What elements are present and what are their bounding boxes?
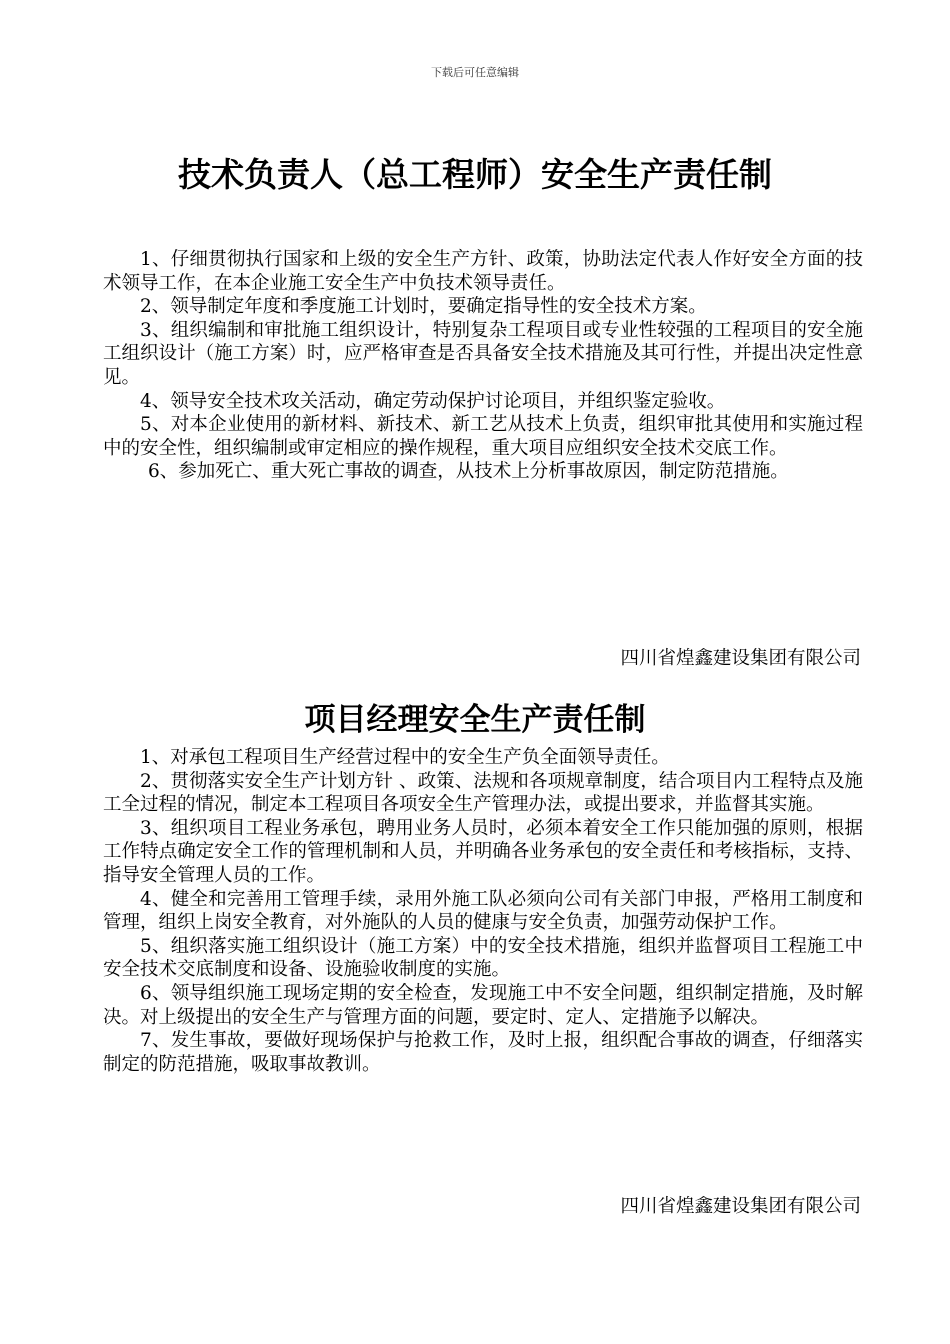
section-1-paragraph-5: 5、对本企业使用的新材料、新技术、新工艺从技术上负责，组织审批其使用和实施过程中的安全性，组织编制或审定相应的操作规程，重大项目应组织安全技术交底工作。 xyxy=(103,414,863,459)
section-1-paragraph-3: 3、组织编制和审批施工组织设计，特别复杂工程项目或专业性较强的工程项目的安全施工组织设计（施工方案）时，应严格审查是否具备安全技术措施及其可行性，并提出决定性意见。 xyxy=(103,319,863,388)
section-2-body xyxy=(103,746,863,1076)
section-1-paragraph-2: 2、领导制定年度和季度施工计划时，要确定指导性的安全技术方案。 xyxy=(140,296,707,318)
section-2-signature: 四川省煌鑫建设集团有限公司 xyxy=(620,1196,861,1217)
section-2-paragraph-6: 6、领导组织施工现场定期的安全检查，发现施工中不安全问题，组织制定措施，及时解决。对上级提出的安全生产与管理方面的问题，要定时、定人、定措施予以解决。 xyxy=(103,982,863,1028)
header-note: 下载后可任意编辑 xyxy=(431,66,519,79)
section-2-paragraph-4: 4、健全和完善用工管理手续，录用外施工队必须向公司有关部门申报，严格用工制度和管理，组织上岗安全教育，对外施队的人员的健康与安全负责，加强劳动保护工作。 xyxy=(103,888,863,934)
section-2-paragraph-2: 2、贯彻落实安全生产计划方针 、政策、法规和各项规章制度，结合项目内工程特点及施工全过程的情况，制定本工程项目各项安全生产管理办法，或提出要求，并监督其实施。 xyxy=(103,770,863,816)
section-1-title: 技术负责人（总工程师）安全生产责任制 xyxy=(178,155,772,194)
section-1-paragraph-6: 6、参加死亡、重大死亡事故的调查，从技术上分析事故原因，制定防范措施。 xyxy=(148,461,789,483)
section-1-paragraph-1: 1、仔细贯彻执行国家和上级的安全生产方针、政策，协助法定代表人作好安全方面的技术领导工作，在本企业施工安全生产中负技术领导责任。 xyxy=(103,249,863,294)
section-2-paragraph-5: 5、组织落实施工组织设计（施工方案）中的安全技术措施，组织并监督项目工程施工中安全技术交底制度和设备、设施验收制度的实施。 xyxy=(103,935,863,981)
section-1-paragraph-4: 4、领导安全技术攻关活动，确定劳动保护讨论项目，并组织鉴定验收。 xyxy=(140,390,726,412)
section-2-paragraph-3: 3、组织项目工程业务承包，聘用业务人员时，必须本着安全工作只能加强的原则，根据工作特点确定安全工作的管理机制和人员，并明确各业务承包的安全责任和考核指标，支持、指导安全管理人员的工作。 xyxy=(103,817,863,886)
section-2-paragraph-7: 7、发生事故，要做好现场保护与抢救工作，及时上报，组织配合事故的调查，仔细落实制定的防范措施，吸取事故教训。 xyxy=(103,1030,863,1075)
section-1-signature: 四川省煌鑫建设集团有限公司 xyxy=(620,648,861,669)
section-2-title: 项目经理安全生产责任制 xyxy=(304,702,646,738)
section-2-paragraph-1: 1、对承包工程项目生产经营过程中的安全生产负全面领导责任。 xyxy=(140,747,670,768)
section-1-body xyxy=(103,248,863,484)
